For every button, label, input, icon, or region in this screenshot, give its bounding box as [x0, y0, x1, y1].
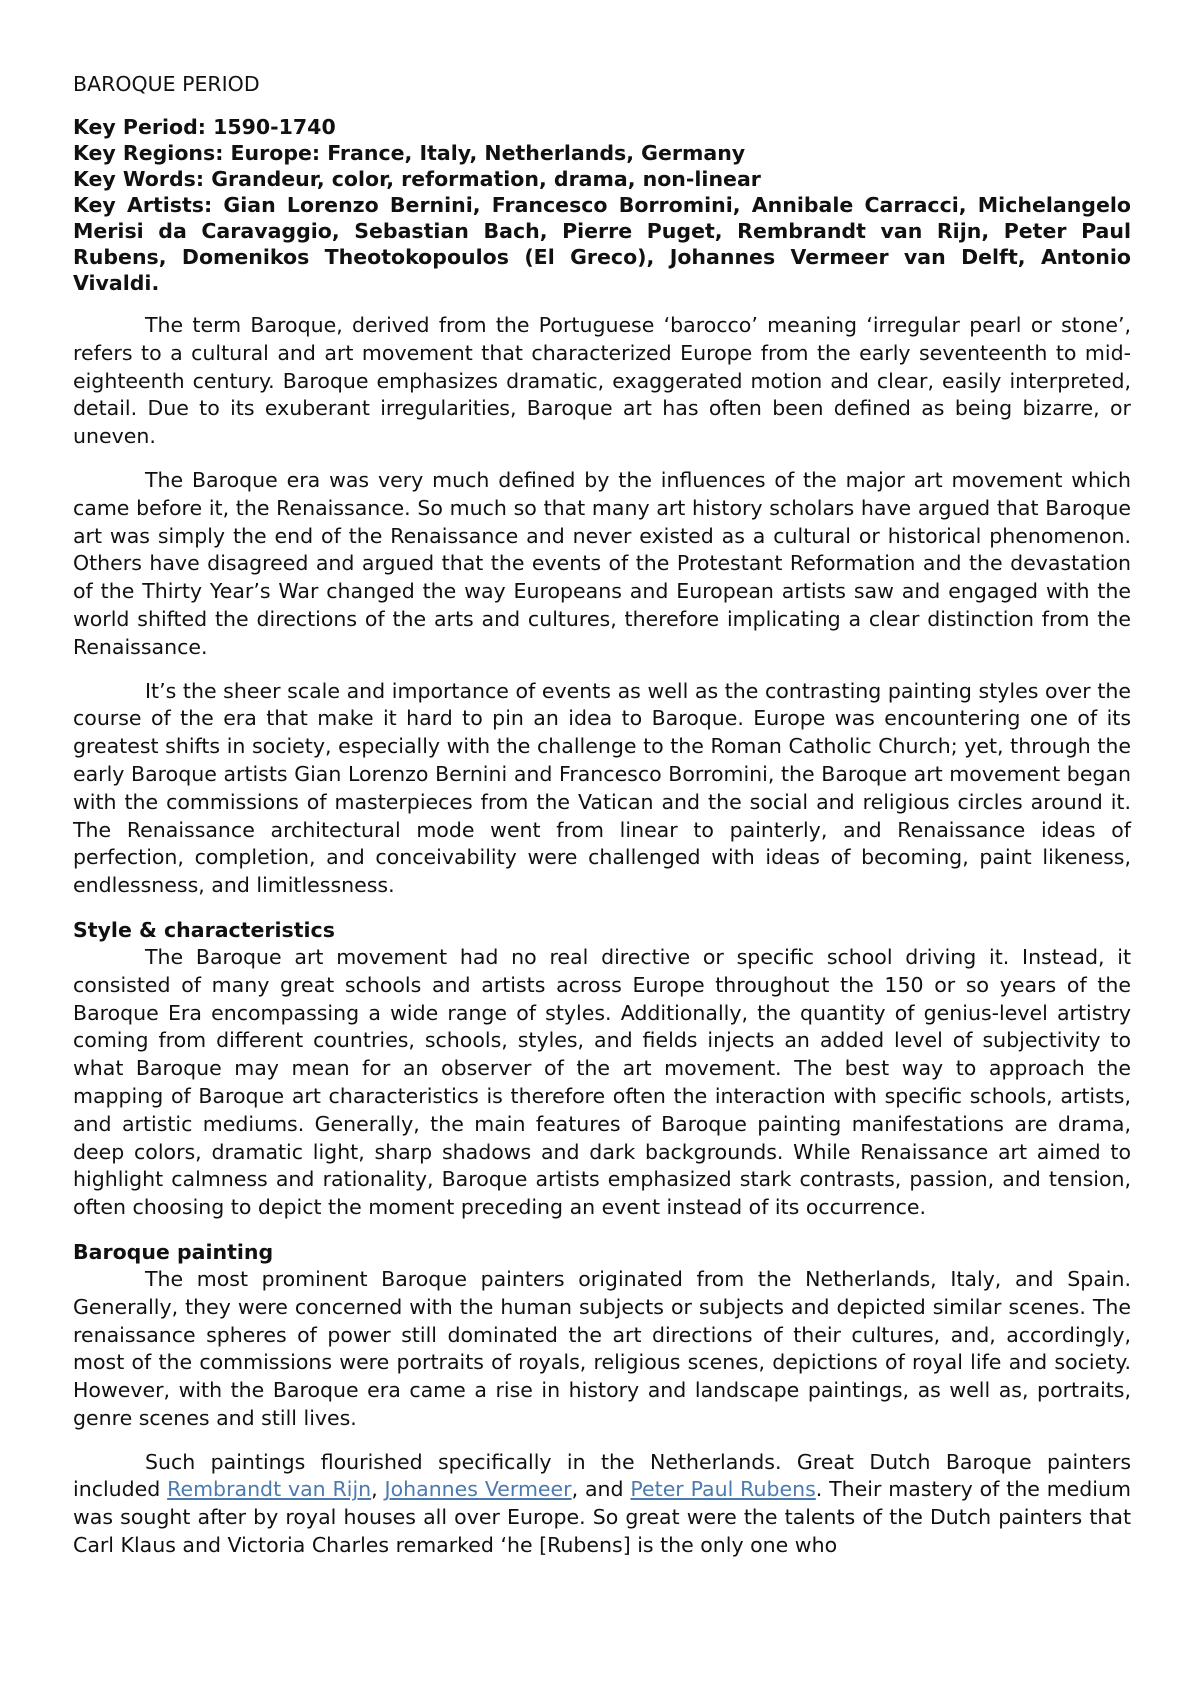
key-artists: Key Artists: Gian Lorenzo Bernini, Francesco Borromini, Annibale Carracci, Michelangelo Merisi da Caravaggio, Sebastian Bach, Pierre Puget, Rembrandt van Rijn, Peter Paul Rubens, Domenikos Theotokopoulos (El Greco), Johannes Vermeer van Delft, Antonio Vivaldi.	[73, 193, 1131, 295]
document-title: BAROQUE PERIOD	[73, 72, 260, 96]
painting-paragraph-2-sep-1: ,	[371, 1477, 385, 1502]
painting-paragraph-2-text-before: Such paintings flourished specifically in the Netherlands. Great Dutch Baroque painters included	[73, 1449, 1131, 1502]
link-rembrandt[interactable]: Rembrandt van Rijn	[167, 1477, 372, 1502]
style-paragraph: The Baroque art movement had no real directive or specific school driving it. Instead, it consisted of many great schools and artists across Europe throughout the 150 or so years of the Baroque Era encompassing a wide range of styles. Additionally, the quantity of genius-level artistry coming from different countries, schools, styles, and fields injects an added level of subjectivity to what Baroque may mean for an observer of the art movement. The best way to approach the mapping of Baroque art characteristics is therefore often the interaction with specific schools, artists, and artistic mediums. Generally, the main features of Baroque painting manifestations are drama, deep colors, dramatic light, sharp shadows and dark backgrounds. While Renaissance art aimed to highlight calmness and rationality, Baroque artists emphasized stark contrasts, passion, and tension, often choosing to depict the moment preceding an event instead of its occurrence.	[73, 944, 1131, 1220]
key-period: Key Period: 1590-1740	[73, 115, 336, 139]
link-vermeer[interactable]: Johannes Vermeer	[384, 1477, 572, 1502]
intro-paragraph-1: The term Baroque, derived from the Portuguese ‘barocco’ meaning ‘irregular pearl or stone’, refers to a cultural and art movement that characterized Europe from the early seventeenth to mid-eighteenth century. Baroque emphasizes dramatic, exaggerated motion and clear, easily interpreted, detail. Due to its exuberant irregularities, Baroque art has often been defined as being bizarre, or uneven.	[73, 313, 1131, 449]
intro-paragraph-2: The Baroque era was very much defined by the influences of the major art movement which came before it, the Renaissance. So much so that many art history scholars have argued that Baroque art was simply the end of the Renaissance and never existed as a cultural or historical phenomenon. Others have disagreed and argued that the events of the Protestant Reformation and the devastation of the Thirty Year’s War changed the way Europeans and European artists saw and engaged with the world shifted the directions of the arts and cultures, therefore implicating a clear distinction from the Renaissance.	[73, 467, 1131, 659]
painting-paragraph-2	[73, 1449, 1131, 1560]
painting-paragraph-2-text-after: . Their mastery of the medium was sought after by royal houses all over Europe. So great were the talents of the Dutch painters that Carl Klaus and Victoria Charles remarked ‘he [Rubens] is the only one who	[73, 1477, 1131, 1558]
painting-paragraph-2-sep-2: , and	[571, 1477, 631, 1502]
key-facts	[73, 114, 1131, 296]
link-rubens[interactable]: Peter Paul Rubens	[630, 1477, 816, 1502]
section-heading-style: Style & characteristics	[73, 917, 335, 942]
key-regions: Key Regions: Europe: France, Italy, Netherlands, Germany	[73, 141, 746, 165]
intro-paragraph-3: It’s the sheer scale and importance of events as well as the contrasting painting styles over the course of the era that make it hard to pin an idea to Baroque. Europe was encountering one of its greatest shifts in society, especially with the challenge to the Roman Catholic Church; yet, through the early Baroque artists Gian Lorenzo Bernini and Francesco Borromini, the Baroque art movement began with the commissions of masterpieces from the Vatican and the social and religious circles around it. The Renaissance architectural mode went from linear to painterly, and Renaissance ideas of perfection, completion, and conceivability were challenged with ideas of becoming, paint likeness, endlessness, and limitlessness.	[73, 678, 1131, 898]
section-heading-painting: Baroque painting	[73, 1239, 274, 1264]
painting-paragraph-1: The most prominent Baroque painters originated from the Netherlands, Italy, and Spain. Generally, they were concerned with the human subjects or subjects and depicted similar scenes. The renaissance spheres of power still dominated the art directions of their cultures, and, accordingly, most of the commissions were portraits of royals, religious scenes, depictions of royal life and society. However, with the Baroque era came a rise in history and landscape paintings, as well as, portraits, genre scenes and still lives.	[73, 1266, 1131, 1430]
key-words: Key Words: Grandeur, color, reformation, drama, non-linear	[73, 167, 761, 191]
